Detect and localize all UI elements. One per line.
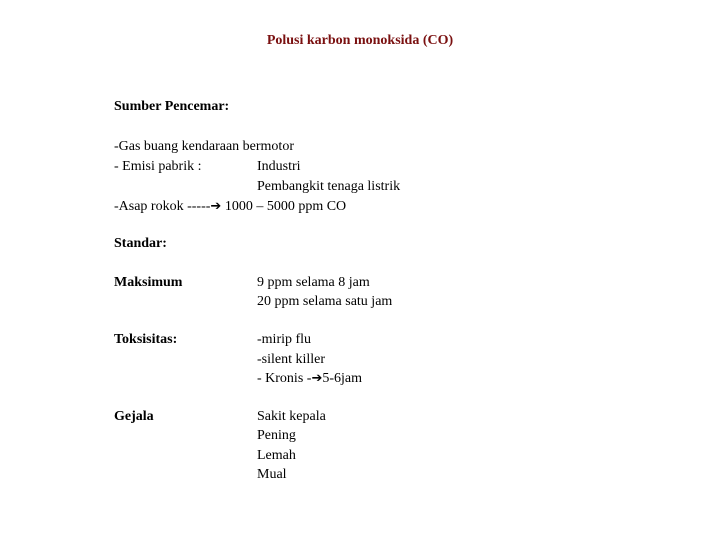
- source-factory-label: - Emisi pabrik :: [114, 159, 202, 174]
- toxicity-chronic-value: 5-6jam: [322, 371, 362, 386]
- source-factory-power: Pembangkit tenaga listrik: [257, 179, 401, 194]
- symptoms-label: Gejala: [114, 409, 154, 424]
- maximum-label: Maksimum: [114, 275, 183, 290]
- symptom-item: Sakit kepala: [257, 409, 326, 424]
- source-smoking: [114, 197, 346, 216]
- right-arrow-icon: ➔: [210, 199, 222, 214]
- toxicity-label: Toksisitas:: [114, 332, 178, 347]
- source-vehicle: -Gas buang kendaraan bermotor: [114, 139, 294, 154]
- toxicity-value: -mirip flu: [257, 332, 312, 347]
- toxicity-chronic-prefix: - Kronis -: [257, 371, 312, 386]
- maximum-value: 20 ppm selama satu jam: [257, 294, 393, 309]
- source-factory-industry: Industri: [257, 159, 301, 174]
- right-arrow-icon: ➔: [311, 371, 323, 386]
- sources-heading: Sumber Pencemar:: [114, 99, 230, 114]
- symptom-item: Lemah: [257, 448, 296, 463]
- source-smoking-value: 1000 – 5000 ppm CO: [224, 199, 347, 214]
- toxicity-chronic: [257, 369, 362, 388]
- symptom-item: Mual: [257, 467, 287, 482]
- source-smoking-prefix: -Asap rokok -----: [114, 199, 211, 214]
- standard-heading: Standar:: [114, 236, 167, 251]
- maximum-value: 9 ppm selama 8 jam: [257, 275, 370, 290]
- page-title: Polusi karbon monoksida (CO): [266, 33, 454, 48]
- symptom-item: Pening: [257, 428, 296, 443]
- toxicity-value: -silent killer: [257, 352, 326, 367]
